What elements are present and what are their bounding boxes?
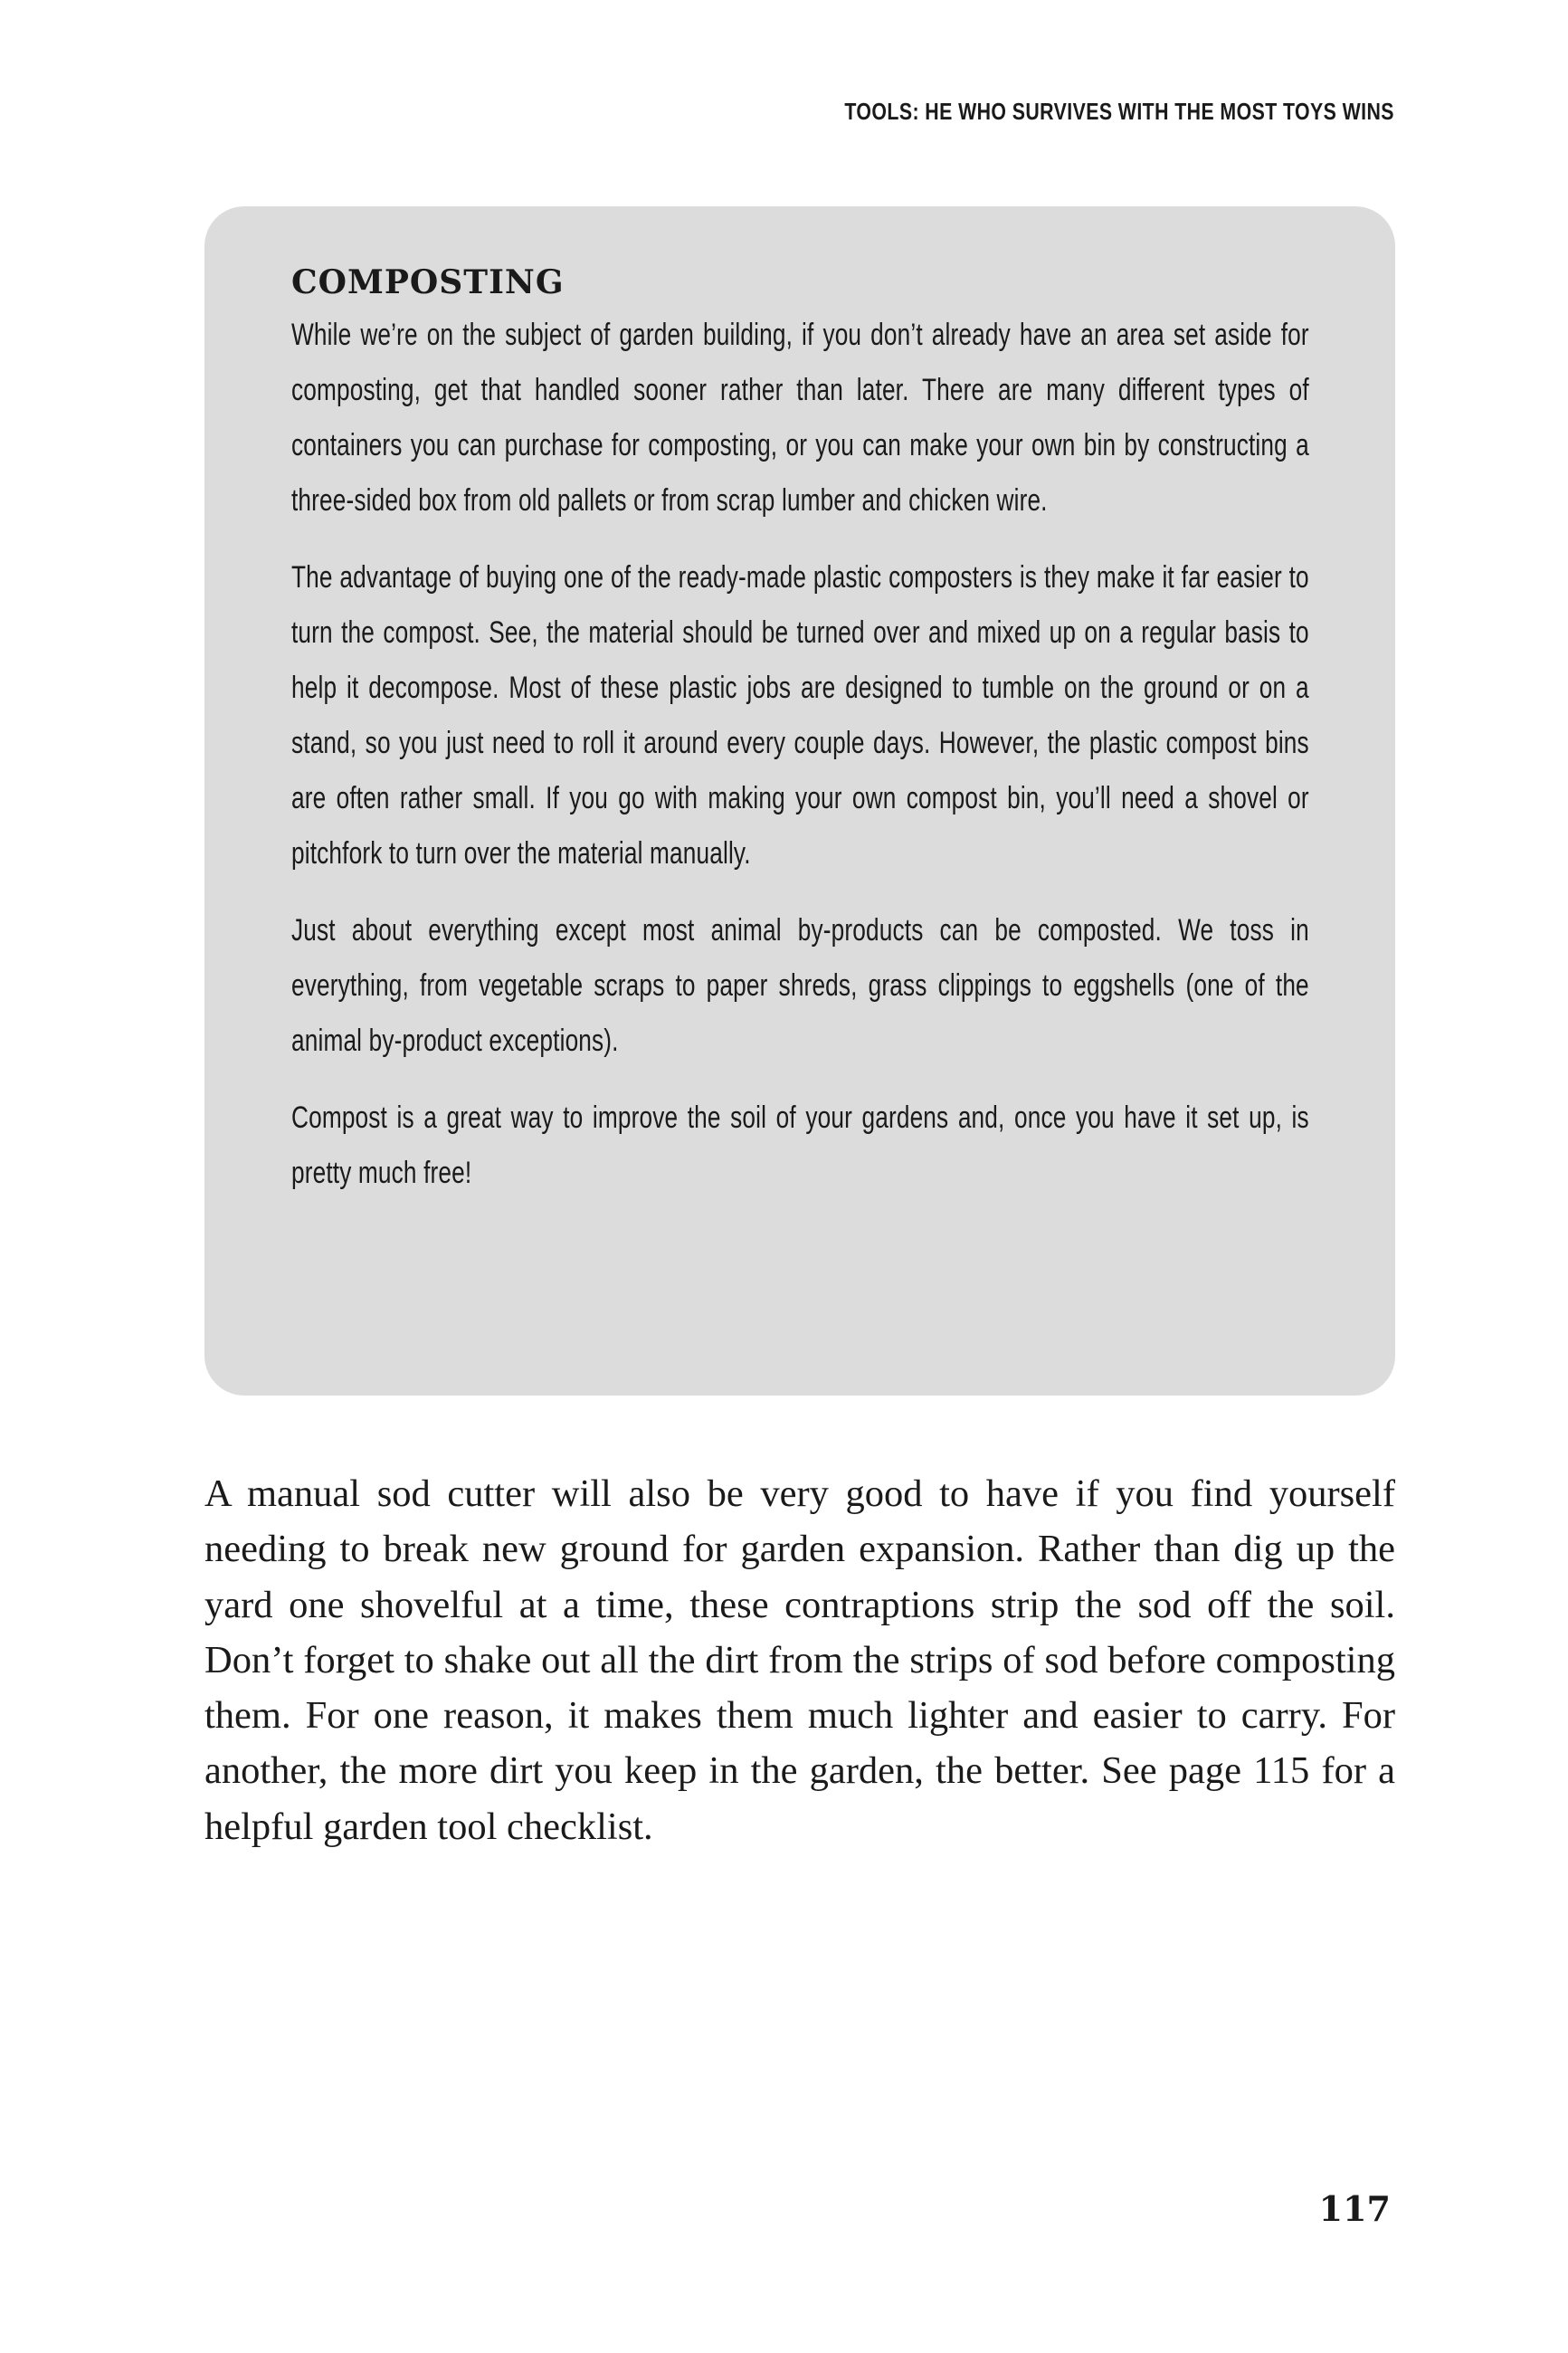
sidebar-paragraph: Compost is a great way to improve the soil of your gardens and, once you have it set up, is pretty much free! (291, 1100, 1309, 1190)
sidebar-paragraph: Just about everything except most animal by-products can be composted. We toss in everything, from vegetable scraps to paper shreds, grass clippings to eggshells (one of the animal by-product exceptions). (291, 913, 1309, 1058)
sidebar-paragraph: The advantage of buying one of the ready-made plastic composters is they make it far easier to turn the compost. See, the material should be turned over and mixed up on a regular basis to help it decompose. Most of these plastic jobs are designed to tumble on the ground or on a stand, so you just need to roll it around every couple days. However, the plastic compost bins are often rather small. If you go with making your own compost bin, you’ll need a shovel or pitchfork to turn over the material manually. (291, 560, 1309, 871)
page-number: 117 (1318, 2188, 1391, 2229)
body-paragraph: A manual sod cutter will also be very good to have if you find yourself needing to break new ground for garden expansion. Rather than dig up the yard one shovelful at a time, these contraptions strip the sod off the soil. Don’t forget to shake out all the dirt from the strips of sod before composting them. For one reason, it makes them much lighter and easier to carry. For another, the more dirt you keep in the garden, the better. See page 115 for a helpful garden tool checklist. (204, 1472, 1395, 1848)
running-head: TOOLS: HE WHO SURVIVES WITH THE MOST TOYS WINS (844, 98, 1394, 125)
sidebar-title: COMPOSTING (291, 263, 565, 301)
sidebar-paragraph: While we’re on the subject of garden building, if you don’t already have an area set aside for composting, get that handled sooner rather than later. There are many different types of containers you can purchase for composting, or you can make your own bin by constructing a three-sided box from old pallets or from scrap lumber and chicken wire. (291, 318, 1309, 518)
composting-sidebar (204, 206, 1395, 1396)
